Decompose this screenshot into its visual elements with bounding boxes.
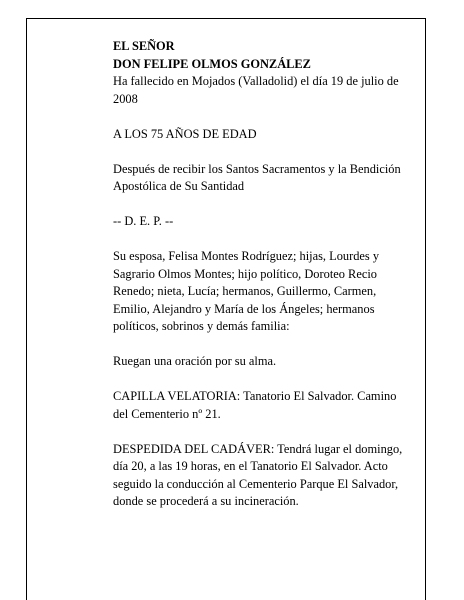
obituary-notice	[113, 38, 403, 528]
rip-line: -- D. E. P. --	[113, 214, 174, 228]
age-line: A LOS 75 AÑOS DE EDAD	[113, 126, 257, 141]
prayer-line: Ruegan una oración por su alma.	[113, 354, 277, 368]
title-line-2: DON FELIPE OLMOS GONZÁLEZ	[113, 56, 311, 71]
title-line-1: EL SEÑOR	[113, 39, 175, 53]
sacraments-paragraph: Después de recibir los Santos Sacramentos y la Bendición Apostólica de Su Santidad	[113, 161, 401, 193]
death-info: Ha fallecido en Mojados (Valladolid) el día 19 de julio de 2008	[113, 74, 399, 106]
chapel-paragraph: CAPILLA VELATORIA: Tanatorio El Salvador. Camino del Cementerio nº 21.	[113, 389, 397, 421]
notice-header	[113, 38, 403, 108]
farewell-paragraph: DESPEDIDA DEL CADÁVER: Tendrá lugar el domingo, día 20, a las 19 horas, en el Tanatorio El Salvador. Acto seguido la conducción al Cementerio Parque El Salvador, donde se procederá a su incineración.	[113, 441, 403, 508]
family-paragraph: Su esposa, Felisa Montes Rodríguez; hijas, Lourdes y Sagrario Olmos Montes; hijo político, Doroteo Recio Renedo; nieta, Lucía; hermanos, Guillermo, Carmen, Emilio, Alejandro y María de los Ángeles; hermanos políticos, sobrinos y demás familia:	[113, 249, 380, 333]
